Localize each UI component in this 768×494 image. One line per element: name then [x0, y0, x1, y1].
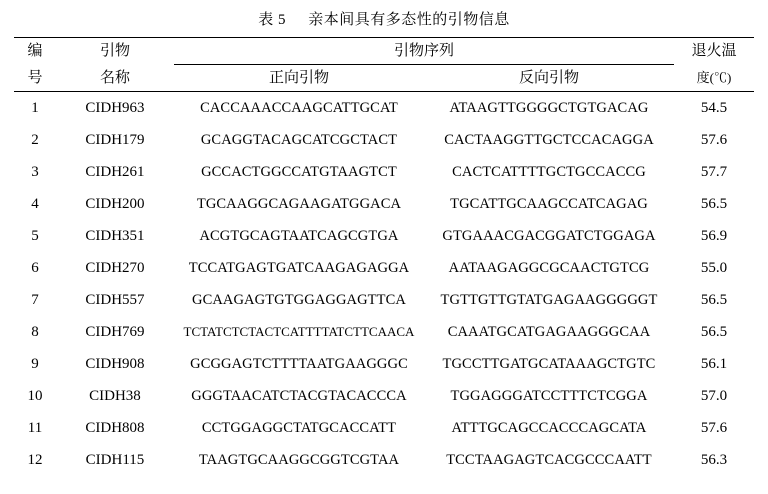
header-id-line1: 编 — [14, 38, 56, 65]
cell-primer-name: CIDH200 — [85, 195, 145, 212]
cell-forward-primer: ACGTGCAGTAATCAGCGTGA — [199, 227, 399, 244]
cell-forward-primer: TCCATGAGTGATCAAGAGAGGA — [188, 259, 410, 276]
cell-annealing-temperature: 56.5 — [700, 291, 728, 308]
cell-id: 6 — [31, 260, 39, 276]
cell-id: 11 — [27, 420, 43, 436]
cell-annealing-temperature: 56.3 — [700, 451, 728, 468]
cell-primer-name: CIDH270 — [85, 259, 145, 276]
cell-reverse-primer: CACTAAGGTTGCTCCACAGGA — [444, 131, 654, 148]
cell-forward-primer: GCAGGTACAGCATCGCTACT — [200, 131, 398, 148]
header-name-line2: 名称 — [56, 65, 174, 92]
cell-id: 1 — [31, 100, 39, 116]
cell-primer-name: CIDH38 — [89, 387, 141, 404]
cell-id: 10 — [27, 388, 43, 404]
cell-annealing-temperature: 55.0 — [700, 259, 728, 276]
table-row — [14, 188, 754, 220]
cell-forward-primer: GCCACTGGCCATGTAAGTCT — [201, 163, 397, 180]
cell-reverse-primer: GTGAAACGACGGATCTGGAGA — [442, 227, 656, 244]
table-row — [14, 92, 754, 125]
cell-reverse-primer: TGCCTTGATGCATAAAGCTGTC — [442, 355, 656, 372]
cell-annealing-temperature: 56.5 — [700, 195, 728, 212]
cell-primer-name: CIDH351 — [85, 227, 145, 244]
cell-annealing-temperature: 54.5 — [700, 99, 728, 116]
table-row — [14, 124, 754, 156]
cell-forward-primer: TGCAAGGCAGAAGATGGACA — [196, 195, 402, 212]
header-reverse-primer: 反向引物 — [424, 65, 674, 92]
cell-id: 3 — [31, 164, 39, 180]
cell-forward-primer: TAAGTGCAAGGCGGTCGTAA — [198, 451, 400, 468]
caption-label: 表 5 — [258, 12, 286, 28]
cell-reverse-primer: AATAAGAGGCGCAACTGTCG — [448, 259, 650, 276]
header-tm-line1: 退火温 — [674, 38, 754, 65]
header-sequence-group: 引物序列 — [174, 38, 674, 65]
cell-id: 5 — [31, 228, 39, 244]
cell-primer-name: CIDH963 — [85, 99, 145, 116]
cell-annealing-temperature: 57.7 — [700, 163, 728, 180]
table-row — [14, 220, 754, 252]
cell-annealing-temperature: 56.5 — [700, 323, 728, 340]
cell-annealing-temperature: 56.1 — [700, 355, 728, 372]
cell-id: 9 — [31, 356, 39, 372]
cell-forward-primer: GCGGAGTCTTTTAATGAAGGGC — [190, 355, 408, 372]
cell-reverse-primer: TGCATTGCAAGCCATCAGAG — [450, 195, 648, 212]
cell-id: 12 — [27, 452, 43, 468]
cell-reverse-primer: CAAATGCATGAGAAGGGCAA — [447, 323, 651, 340]
header-row-1 — [14, 38, 754, 65]
primer-information-table — [14, 37, 754, 476]
cell-reverse-primer: CACTCATTTTGCTGCCACCG — [452, 163, 646, 180]
table-header — [14, 38, 754, 92]
header-forward-primer: 正向引物 — [174, 65, 424, 92]
cell-forward-primer: CACCAAACCAAGCATTGCAT — [200, 99, 398, 116]
cell-forward-primer: GGGTAACATCTACGTACACCCA — [191, 387, 407, 404]
table-row — [14, 156, 754, 188]
cell-annealing-temperature: 56.9 — [700, 227, 728, 244]
cell-reverse-primer: TCCTAAGAGTCACGCCCAATT — [446, 451, 652, 468]
cell-reverse-primer: TGTTGTTGTATGAGAAGGGGGT — [440, 291, 658, 308]
table-row — [14, 380, 754, 412]
cell-annealing-temperature: 57.0 — [700, 387, 728, 404]
cell-id: 8 — [31, 324, 39, 340]
cell-primer-name: CIDH261 — [85, 163, 145, 180]
header-tm-line2: 度(℃) — [674, 65, 754, 92]
table-body — [14, 92, 754, 477]
header-id-line2: 号 — [14, 65, 56, 92]
table-row — [14, 284, 754, 316]
table-row — [14, 444, 754, 476]
cell-reverse-primer: TGGAGGGATCCTTTCTCGGA — [450, 387, 648, 404]
header-name-line1: 引物 — [56, 38, 174, 65]
cell-annealing-temperature: 57.6 — [700, 131, 728, 148]
cell-id: 4 — [31, 196, 39, 212]
cell-reverse-primer: ATAAGTTGGGGCTGTGACAG — [449, 99, 649, 116]
table-row — [14, 412, 754, 444]
caption-title: 亲本间具有多态性的引物信息 — [308, 12, 510, 28]
cell-primer-name: CIDH179 — [85, 131, 145, 148]
cell-id: 2 — [31, 132, 39, 148]
cell-primer-name: CIDH769 — [85, 323, 145, 340]
table-caption — [0, 0, 768, 37]
cell-forward-primer: TCTATCTCTACTCATTTTATCTTCAACA — [183, 324, 415, 339]
header-row-2 — [14, 65, 754, 92]
cell-forward-primer: CCTGGAGGCTATGCACCATT — [201, 419, 397, 436]
cell-primer-name: CIDH557 — [85, 291, 145, 308]
cell-primer-name: CIDH808 — [85, 419, 145, 436]
table-row — [14, 348, 754, 380]
cell-annealing-temperature: 57.6 — [700, 419, 728, 436]
cell-forward-primer: GCAAGAGTGTGGAGGAGTTCA — [192, 291, 406, 308]
cell-primer-name: CIDH908 — [85, 355, 145, 372]
cell-primer-name: CIDH115 — [85, 451, 145, 468]
table-row — [14, 316, 754, 348]
table-row — [14, 252, 754, 284]
cell-id: 7 — [31, 292, 39, 308]
cell-reverse-primer: ATTTGCAGCCACCCAGCATA — [451, 419, 647, 436]
